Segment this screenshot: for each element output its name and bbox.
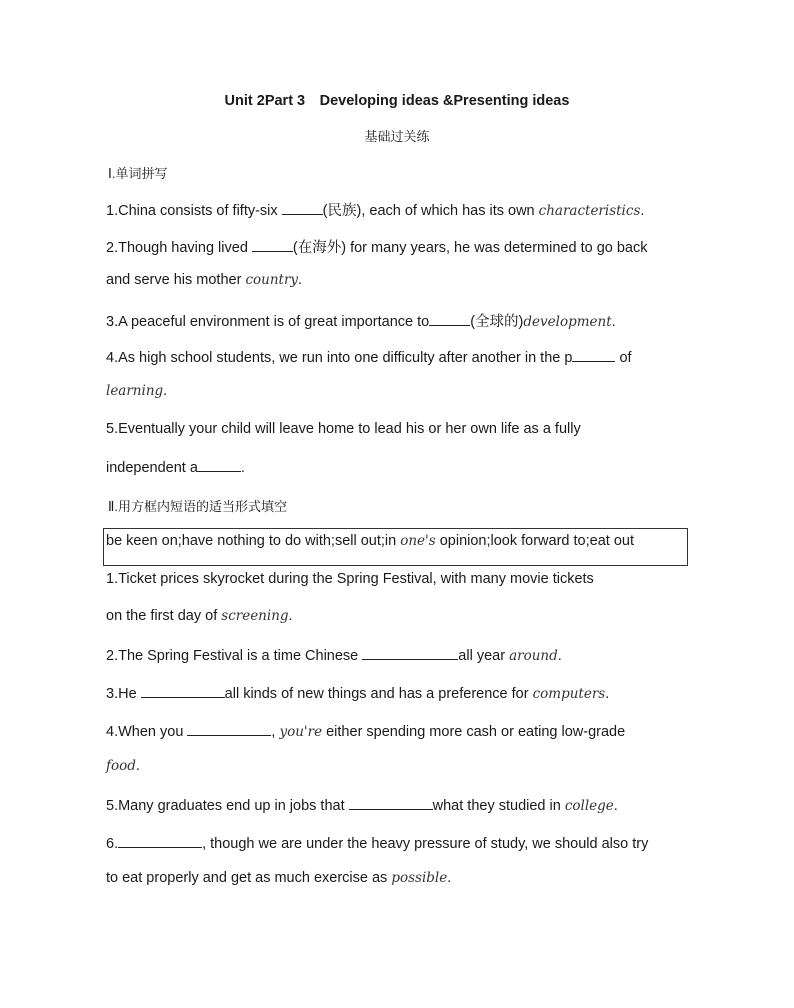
question-text: . xyxy=(557,648,562,664)
section-heading-phrases: Ⅱ.用方框内短语的适当形式填空 xyxy=(108,499,288,514)
question-text: (全球的) xyxy=(470,314,524,330)
question-text: 4.When you xyxy=(106,724,188,740)
handwritten-word: one's xyxy=(400,533,436,549)
question-text: . xyxy=(611,314,616,330)
question-text: , xyxy=(271,724,280,740)
phrase-text: opinion;look forward to;eat out xyxy=(435,533,634,549)
question-text: 2.The Spring Festival is a time Chinese xyxy=(106,648,363,664)
answer-blank[interactable] xyxy=(572,347,615,362)
handwritten-word: computers xyxy=(532,686,606,702)
question-text: . xyxy=(447,870,452,886)
question-text: 4.As high school students, we run into one difficulty after another in the p xyxy=(106,350,573,366)
phrase-text: be keen on;have nothing to do with;sell out;in xyxy=(106,533,401,549)
question-text: . xyxy=(640,203,645,219)
question-text: , though we are under the heavy pressure of study, we should also try xyxy=(202,836,649,852)
question-s1-5-cont xyxy=(106,457,245,476)
handwritten-word: characteristics xyxy=(538,203,641,219)
question-s1-4 xyxy=(106,347,632,366)
question-text: 6. xyxy=(106,836,119,852)
question-text: 5.Many graduates end up in jobs that xyxy=(106,798,349,814)
question-s2-6 xyxy=(106,833,648,852)
page-title: Unit 2Part 3 Developing ideas &Presenting ideas xyxy=(224,93,570,109)
section-heading-spelling: Ⅰ.单词拼写 xyxy=(108,166,168,181)
question-text: . xyxy=(288,608,293,624)
handwritten-word: college xyxy=(564,798,614,814)
answer-blank[interactable] xyxy=(252,237,293,252)
question-text: on the first day of xyxy=(106,608,222,624)
question-text: 3.He xyxy=(106,686,141,702)
question-text: either spending more cash or eating low-grade xyxy=(322,724,626,740)
question-text: what they studied in xyxy=(432,798,565,814)
question-s2-4 xyxy=(106,721,625,740)
question-text: 1.China consists of fifty-six xyxy=(106,203,282,219)
handwritten-word: food xyxy=(106,758,136,774)
question-text: . xyxy=(613,798,618,814)
question-text: of xyxy=(615,350,632,366)
question-s2-2 xyxy=(106,645,562,664)
answer-blank[interactable] xyxy=(349,795,433,810)
question-s2-3 xyxy=(106,683,609,702)
phrase-list xyxy=(106,533,634,549)
question-s1-1 xyxy=(106,199,644,220)
answer-blank[interactable] xyxy=(282,200,323,215)
question-s1-3 xyxy=(106,310,616,331)
question-s2-1-cont xyxy=(106,608,293,624)
answer-blank[interactable] xyxy=(118,833,202,848)
handwritten-word: learning xyxy=(106,383,164,399)
answer-blank[interactable] xyxy=(429,311,470,326)
question-s2-4-cont xyxy=(106,758,140,774)
question-text: . xyxy=(135,758,140,774)
answer-blank[interactable] xyxy=(198,457,241,472)
question-text: (民族), each of which has its own xyxy=(322,203,539,219)
question-text: all kinds of new things and has a preference for xyxy=(224,686,533,702)
handwritten-word: development xyxy=(523,314,612,330)
question-text: 2.Though having lived xyxy=(106,240,252,256)
question-text: all year xyxy=(458,648,510,664)
answer-blank[interactable] xyxy=(141,683,225,698)
question-s2-5 xyxy=(106,795,618,814)
question-s2-6-cont xyxy=(106,870,451,886)
answer-blank[interactable] xyxy=(362,645,458,660)
question-text: (在海外) for many years, he was determined to go back xyxy=(292,240,648,256)
question-s1-4-cont xyxy=(106,383,167,399)
handwritten-word: possible xyxy=(391,870,448,886)
question-text: 3.A peaceful environment is of great importance to xyxy=(106,314,430,330)
question-text: 1.Ticket prices skyrocket during the Spring Festival, with many movie tickets xyxy=(106,571,594,587)
question-text: . xyxy=(163,383,168,399)
question-s1-2-cont xyxy=(106,272,302,288)
handwritten-word: country xyxy=(245,272,299,288)
question-text: . xyxy=(298,272,303,288)
question-text: . xyxy=(605,686,610,702)
question-s1-2 xyxy=(106,236,648,257)
answer-blank[interactable] xyxy=(187,721,271,736)
question-s1-5 xyxy=(106,421,581,437)
handwritten-word: you're xyxy=(279,724,323,740)
handwritten-word: around xyxy=(509,648,558,664)
question-text: to eat properly and get as much exercise as xyxy=(106,870,392,886)
question-text: . xyxy=(240,460,245,476)
question-s2-1 xyxy=(106,571,594,587)
question-text: independent a xyxy=(106,460,198,476)
page-subtitle: 基础过关练 xyxy=(364,129,430,144)
question-text: 5.Eventually your child will leave home to lead his or her own life as a fully xyxy=(106,421,581,437)
handwritten-word: screening xyxy=(221,608,289,624)
question-text: and serve his mother xyxy=(106,272,246,288)
